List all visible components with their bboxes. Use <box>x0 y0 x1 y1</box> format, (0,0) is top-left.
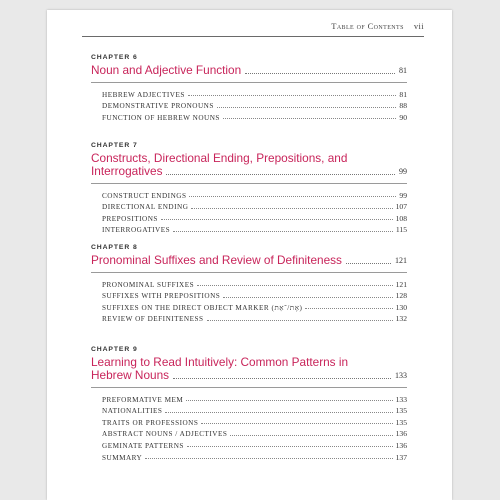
chapter-title[interactable] <box>91 152 407 178</box>
entry-page-number: 115 <box>395 225 407 235</box>
toc-entry[interactable] <box>102 392 407 404</box>
section-rule <box>91 387 407 388</box>
toc-entry[interactable] <box>102 99 407 111</box>
running-head-title: Table of Contents <box>331 21 404 31</box>
dot-leader <box>223 118 397 119</box>
entry-title: PRONOMINAL SUFFIXES <box>102 280 195 289</box>
dot-leader <box>188 95 397 96</box>
toc-entry[interactable] <box>102 277 407 289</box>
chapter-page-number: 121 <box>395 256 407 265</box>
toc-entry[interactable] <box>102 200 407 212</box>
entry-title: SUFFIXES WITH PREPOSITIONS <box>102 292 221 301</box>
chapter-title-text: Pronominal Suffixes and Review of Definiteness <box>91 253 342 267</box>
entry-title: DEMONSTRATIVE PRONOUNS <box>102 102 214 111</box>
chapter-page-number: 133 <box>395 371 407 380</box>
section-rule <box>91 183 407 184</box>
dot-leader <box>191 208 392 209</box>
entry-page-number: 88 <box>399 101 407 111</box>
entry-page-number: 90 <box>399 112 407 122</box>
chapter-title-line-2: Interrogatives <box>91 164 163 178</box>
section-rule <box>91 272 407 273</box>
entry-title: PREFORMATIVE MEM <box>102 395 184 404</box>
entry-page-number: 132 <box>395 314 407 324</box>
dot-leader <box>166 174 395 175</box>
entry-title: TRAITS OR PROFESSIONS <box>102 418 199 427</box>
chapter-label: CHAPTER 8 <box>91 244 138 251</box>
entry-page-number: 107 <box>395 202 407 212</box>
dot-leader <box>346 263 391 264</box>
dot-leader <box>217 107 397 108</box>
dot-leader <box>161 219 393 220</box>
chapter-page-number: 99 <box>399 167 407 176</box>
entry-title: CONSTRUCT ENDINGS <box>102 191 187 200</box>
chapter-9-section <box>91 346 407 462</box>
entry-page-number: 135 <box>395 406 407 416</box>
entry-title: PREPOSITIONS <box>102 214 158 223</box>
book-page <box>47 10 452 500</box>
dot-leader <box>207 320 393 321</box>
toc-entry[interactable] <box>102 289 407 301</box>
chapter-7-section <box>91 142 407 234</box>
dot-leader <box>145 458 392 459</box>
entry-page-number: 99 <box>399 190 407 200</box>
section-rule <box>91 82 407 83</box>
dot-leader <box>230 435 392 436</box>
entry-page-number: 133 <box>395 394 407 404</box>
chapter-6-section <box>91 54 407 122</box>
dot-leader <box>189 196 396 197</box>
entry-title: DIRECTIONAL ENDING <box>102 203 189 212</box>
entry-list <box>91 87 407 122</box>
dot-leader <box>165 412 392 413</box>
page-number: vii <box>413 21 424 31</box>
entry-title: INTERROGATIVES <box>102 226 171 235</box>
dot-leader <box>197 285 393 286</box>
toc-entry[interactable] <box>102 223 407 235</box>
toc-entry[interactable] <box>102 312 407 324</box>
chapter-label: CHAPTER 7 <box>91 142 138 149</box>
chapter-title-line-2: Hebrew Nouns <box>91 368 170 382</box>
entry-list <box>91 277 407 323</box>
toc-entry[interactable] <box>102 450 407 462</box>
chapter-title-text: Noun and Adjective Function <box>91 63 242 77</box>
chapter-title[interactable] <box>91 64 407 77</box>
chapter-title-line-2-row <box>91 369 407 382</box>
entry-page-number: 81 <box>399 89 407 99</box>
chapter-title[interactable] <box>91 254 407 267</box>
entry-page-number: 136 <box>395 429 407 439</box>
chapter-title-line-1: Constructs, Directional Ending, Prepositions, and <box>91 151 348 165</box>
entry-page-number: 130 <box>395 302 407 312</box>
toc-entry[interactable] <box>102 87 407 99</box>
entry-page-number: 128 <box>395 291 407 301</box>
entry-page-number: 137 <box>395 452 407 462</box>
dot-leader <box>173 378 391 379</box>
entry-title: SUFFIXES ON THE DIRECT OBJECT MARKER (אֶת/־אֵת) <box>102 303 303 312</box>
dot-leader <box>187 446 393 447</box>
toc-entry[interactable] <box>102 404 407 416</box>
entry-page-number: 136 <box>395 440 407 450</box>
chapter-label: CHAPTER 6 <box>91 54 138 61</box>
dot-leader <box>173 231 393 232</box>
chapter-title[interactable] <box>91 356 407 382</box>
dot-leader <box>223 297 392 298</box>
toc-entry[interactable] <box>102 427 407 439</box>
dot-leader <box>201 423 392 424</box>
toc-entry[interactable] <box>102 110 407 122</box>
header-rule <box>82 36 424 37</box>
entry-title: NATIONALITIES <box>102 407 163 416</box>
toc-entry[interactable] <box>102 211 407 223</box>
entry-title: GEMINATE PATTERNS <box>102 441 184 450</box>
entry-title: FUNCTION OF HEBREW NOUNS <box>102 113 220 122</box>
entry-title: REVIEW OF DEFINITENESS <box>102 315 204 324</box>
toc-entry[interactable] <box>102 415 407 427</box>
toc-entry[interactable] <box>102 438 407 450</box>
entry-list <box>91 188 407 234</box>
chapter-page-number: 81 <box>399 66 407 75</box>
entry-title: HEBREW ADJECTIVES <box>102 90 185 99</box>
entry-list <box>91 392 407 462</box>
chapter-title-line-1: Learning to Read Intuitively: Common Patterns in <box>91 355 349 369</box>
chapter-title-line-2-row <box>91 165 407 178</box>
chapter-8-section <box>91 244 407 323</box>
entry-page-number: 135 <box>395 417 407 427</box>
dot-leader <box>305 308 392 309</box>
entry-title: SUMMARY <box>102 453 143 462</box>
toc-entry[interactable] <box>102 300 407 312</box>
chapter-label: CHAPTER 9 <box>91 346 138 353</box>
entry-page-number: 108 <box>395 213 407 223</box>
dot-leader <box>186 400 392 401</box>
toc-entry[interactable] <box>102 188 407 200</box>
entry-title: ABSTRACT NOUNS / ADJECTIVES <box>102 430 228 439</box>
running-head <box>47 21 424 31</box>
dot-leader <box>245 73 395 74</box>
entry-page-number: 121 <box>395 279 407 289</box>
